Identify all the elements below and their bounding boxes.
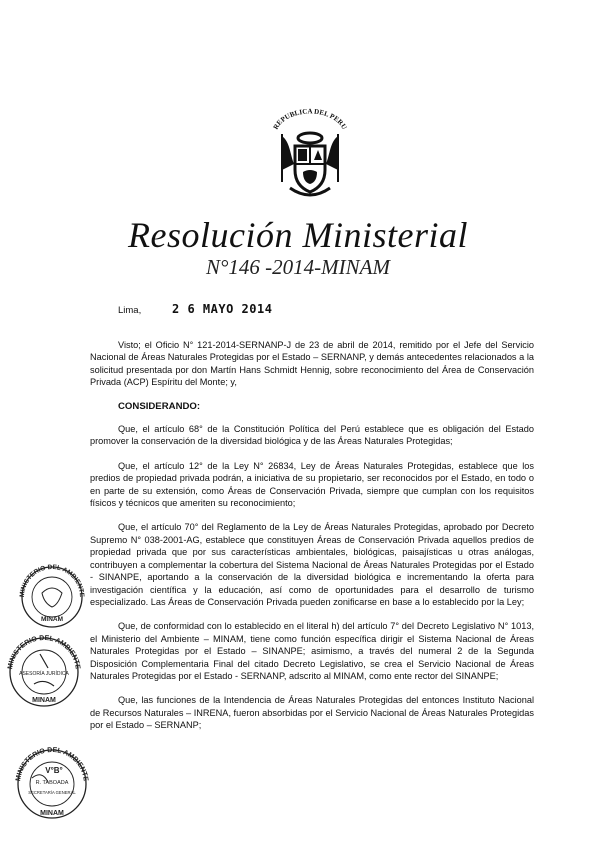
- stamp-office-text: SECRETARÍA GENERAL: [28, 790, 76, 795]
- visto-paragraph: Visto; el Oficio N° 121-2014-SERNANP-J de 23 de abril de 2014, remitido por el Jefe del Servicio Nacional de Áreas Naturales Protegidas por el Estado – SERNANP, y demás antecedentes relacionados a la solicitud presentada por don Martín Hans Schmidt Hennig, sobre reconocimiento del Área de Conservación Privada (ACP) Espíritu del Monte; y,: [90, 340, 534, 388]
- stamp-name-text: R. TABOADA: [35, 780, 69, 786]
- stamp-office-text: ASESORÍA JURÍDICA: [19, 671, 69, 677]
- resolution-number: N°146 -2014-MINAM: [206, 255, 390, 279]
- resolution-body: [90, 339, 534, 744]
- document-title: Resolución Ministerial: [128, 215, 468, 255]
- stamp-inner-text: MINAM: [40, 810, 64, 817]
- stamp-inner-text: MINAM: [40, 616, 64, 623]
- stamp-vb-text: V°B°: [45, 766, 63, 775]
- considerando-paragraph: Que, las funciones de la Intendencia de Áreas Naturales Protegidas del entonces Instituto Nacional de Recursos Naturales – INRENA, fueron absorbidas por el Servicio Nacional de Áreas Naturales Protegidas por el Estado – SERNANP;: [90, 695, 534, 731]
- dateline-date-stamp: 2 6 MAYO 2014: [172, 302, 273, 316]
- secretary-general-stamp: [12, 744, 92, 822]
- considerando-paragraph: Que, el artículo 68° de la Constitución Política del Perú establece que es obligación del Estado promover la conservación de la diversidad biológica y de las Áreas Naturales Protegidas;: [90, 424, 534, 447]
- considerando-paragraph: Que, el artículo 70° del Reglamento de la Ley de Áreas Naturales Protegidas, aprobado por Decreto Supremo N° 038-2001-AG, establece que constituyen Áreas de Conservación Privada aquellos predios de propiedad privada que por sus características ambientales, biológicas, paisajísticas u otras análogas, contribuyen a complementar la cobertura del Sistema Nacional de Áreas Naturales Protegidas por el Estado - SINANPE, aportando a la conservación de la diversidad biológica e incrementando la oferta para investigación científica y la educación, así como de oportunidades para el desarrollo de turismo especializado. Las Áreas de Conservación Privada pueden zonificarse en base a lo establecido por la Ley;: [90, 522, 534, 607]
- crest-legend: REPUBLICA DEL PERU: [271, 107, 349, 131]
- legal-advisory-stamp: [4, 632, 84, 708]
- considerando-paragraph: Que, de conformidad con lo establecido en el literal h) del artículo 7° del Decreto Legislativo N° 1013, el Ministerio del Ambiente – MINAM, tiene como función específica dirigir el Sistema Nacional de Áreas Naturales Protegidas por el Estado – SINANPE; asimismo, a través del numeral 2 de la Segunda Disposición Complementaria Final del citado Decreto Legislativo, se crea el Servicio Nacional de Áreas Naturales Protegidas por el Estado - SERNANP, adscrito al MINAM, como ente rector del SINANPE;: [90, 621, 534, 681]
- stamp-ring-text: MINISTERIO DEL AMBIENTE: [18, 563, 86, 598]
- stamp-ring-text: MINISTERIO DEL AMBIENTE: [15, 746, 89, 782]
- minam-seal-stamp: [14, 563, 90, 629]
- dateline-place: Lima,: [118, 305, 142, 316]
- coat-of-arms-emblem: [268, 104, 352, 204]
- stamp-inner-text: MINAM: [32, 697, 56, 704]
- stamp-ring-text: MINISTERIO DEL AMBIENTE: [7, 634, 81, 670]
- considerando-heading: CONSIDERANDO:: [118, 400, 201, 412]
- considerando-paragraph: Que, el artículo 12° de la Ley N° 26834, Ley de Áreas Naturales Protegidas, establece que los predios de propiedad privada podrán, a iniciativa de su propietario, ser reconocidos por el Estado, en todo o en parte de su extensión, como Áreas de Conservación Privada, siempre que cumplan con los requisitos físicos y técnicos que ameriten su reconocimiento;: [90, 460, 534, 509]
